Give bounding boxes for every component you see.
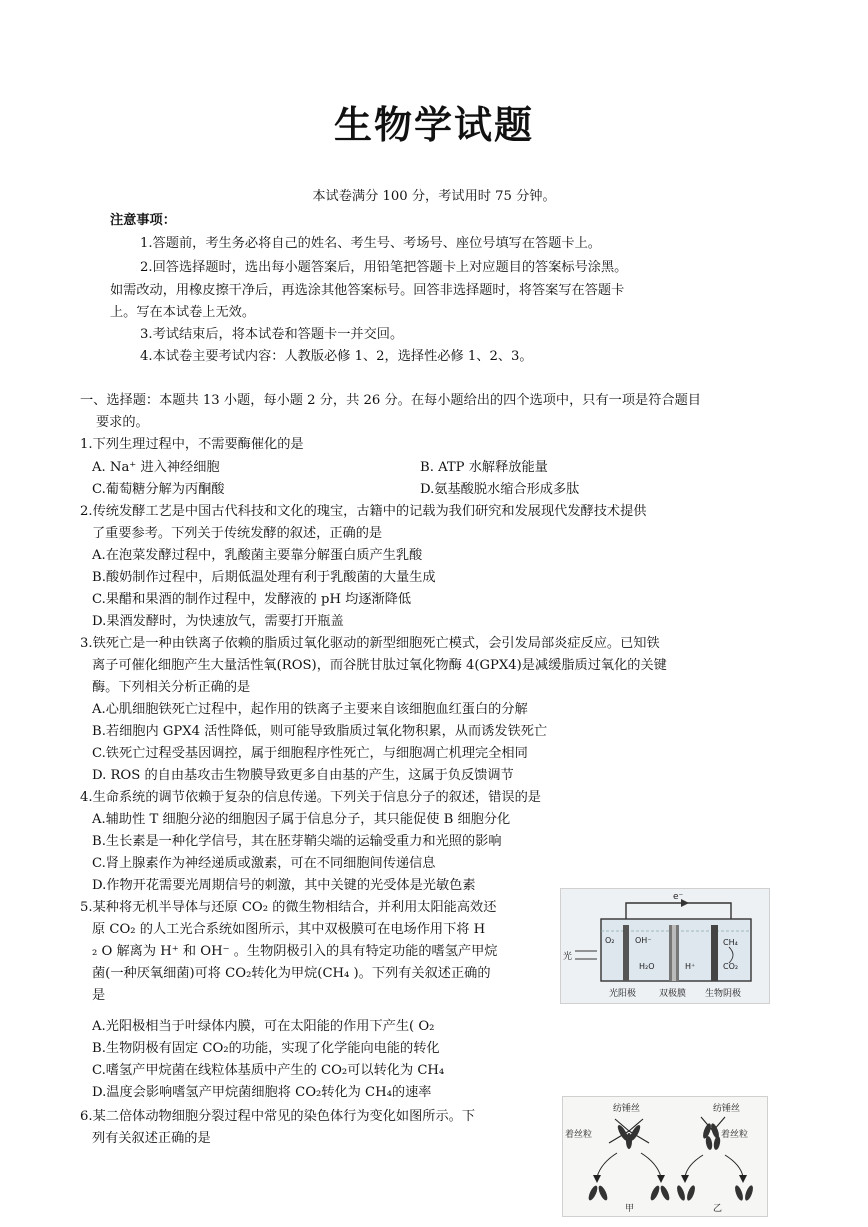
question-4-option-c: C.肾上腺素作为神经递质或激素，可在不同细胞间传递信息 [92,856,436,871]
question-1-option-a: A. Na⁺ 进入神经细胞 [92,460,220,475]
section-heading-cont: 要求的。 [96,415,149,430]
co2-label: CO₂ [723,962,739,971]
label-jia: 甲 [625,1204,635,1214]
question-3-option-b: B.若细胞内 GPX4 活性降低，则可能导致脂质过氧化物积累，从而诱发铁死亡 [92,724,548,739]
artificial-photosynthesis-diagram [561,889,769,1003]
question-5-stem: ₂ O 解离为 H⁺ 和 OH⁻ 。生物阴极引入的具有特定功能的嗜氢产甲烷 [92,944,498,959]
exam-subtitle: 本试卷满分 100 分，考试用时 75 分钟。 [312,189,556,204]
o2-label: O₂ [605,936,615,945]
question-4-option-a: A.辅助性 T 细胞分泌的细胞因子属于信息分子，其只能促使 B 细胞分化 [92,812,511,827]
centromere-label-right: 着丝粒 [721,1130,749,1140]
question-2-option-a: A.在泡菜发酵过程中，乳酸菌主要靠分解蛋白质产生乳酸 [92,548,423,563]
notice-line: 4.本试卷主要考试内容：人教版必修 1、2，选择性必修 1、2、3。 [140,349,533,364]
question-6-figure [562,1096,768,1217]
page-title: 生物学试题 [333,103,534,147]
ch4-label: CH₄ [723,938,738,947]
question-1-stem: 1.下列生理过程中，不需要酶催化的是 [80,437,304,452]
question-5-figure [560,888,770,1004]
electron-label: e⁻ [673,892,684,902]
notice-line: 如需改动，用橡皮擦干净后，再选涂其他答案标号。回答非选择题时，将答案写在答题卡 [110,283,625,298]
question-4-stem: 4.生命系统的调节依赖于复杂的信息传递。下列关于信息分子的叙述，错误的是 [80,790,541,805]
notice-line: 2.回答选择题时，选出每小题答案后，用铅笔把答题卡上对应题目的答案标号涂黑。 [140,260,628,275]
section-heading: 一、选择题：本题共 13 小题，每小题 2 分，共 26 分。在每小题给出的四个选项中，只有一项是符合题目 [80,393,701,408]
question-5-stem: 菌(一种厌氧细菌)可将 CO₂转化为甲烷(CH₄ )。下列有关叙述正确的 [92,966,491,981]
question-5-option-d: D.温度会影响嗜氢产甲烷菌细胞将 CO₂转化为 CH₄的速率 [92,1085,432,1100]
question-6-stem: 列有关叙述正确的是 [92,1131,211,1146]
question-3-option-c: C.铁死亡过程受基因调控，属于细胞程序性死亡，与细胞凋亡机理完全相同 [92,746,528,761]
question-2-option-b: B.酸奶制作过程中，后期低温处理有利于乳酸菌的大量生成 [92,570,436,585]
question-6-stem: 6.某二倍体动物细胞分裂过程中常见的染色体行为变化如图所示。下 [80,1109,476,1124]
oh-label: OH⁻ [635,936,652,945]
question-3-option-d: D. ROS 的自由基攻击生物膜导致更多自由基的产生，这属于负反馈调节 [92,768,514,783]
question-5-stem: 原 CO₂ 的人工光合系统如图所示，其中双极膜可在电场作用下将 H [92,922,486,937]
bipolar-membrane-caption: 双极膜 [659,989,687,999]
question-3-option-a: A.心肌细胞铁死亡过程中，起作用的铁离子主要来自该细胞血红蛋白的分解 [92,702,528,717]
notice-line: 上。写在本试卷上无效。 [110,305,256,320]
question-4-option-d: D.作物开花需要光周期信号的刺激，其中关键的光受体是光敏色素 [92,878,476,893]
h-plus-label: H⁺ [685,962,696,971]
question-5-option-a: A.光阳极相当于叶绿体内膜，可在太阳能的作用下产生( O₂ [92,1019,435,1034]
question-2-stem: 了重要参考。下列关于传统发酵的叙述，正确的是 [92,526,383,541]
spindle-label-right: 纺锤丝 [713,1104,741,1114]
notice-line: 3.考试结束后，将本试卷和答题卡一并交回。 [140,327,404,342]
centromere-label-left: 着丝粒 [565,1130,593,1140]
photoanode-caption: 光阳极 [609,989,637,999]
question-5-stem: 5.某种将无机半导体与还原 CO₂ 的微生物相结合，并利用太阳能高效还 [80,900,497,915]
question-5-option-b: B.生物阴极有固定 CO₂的功能，实现了化学能向电能的转化 [92,1041,440,1056]
question-2-stem: 2.传统发酵工艺是中国古代科技和文化的瑰宝，古籍中的记载为我们研究和发展现代发酵技术提供 [80,504,647,519]
question-3-stem: 离子可催化细胞产生大量活性氧(ROS)，而谷胱甘肽过氧化物酶 4(GPX4)是减缓脂质过氧化的关键 [92,658,667,673]
question-2-option-c: C.果醋和果酒的制作过程中，发酵液的 pH 均逐渐降低 [92,592,412,607]
light-label: 光 [563,952,573,962]
biocathode-caption: 生物阴极 [705,989,742,999]
question-5-stem: 是 [92,988,106,1003]
question-2-option-d: D.果酒发酵时，为快速放气，需要打开瓶盖 [92,614,344,629]
question-1-option-d: D.氨基酸脱水缩合形成多肽 [420,482,580,497]
question-1-option-c: C.葡萄糖分解为丙酮酸 [92,482,225,497]
chromosome-behavior-diagram [563,1097,767,1216]
question-3-stem: 酶。下列相关分析正确的是 [92,680,251,695]
question-1-option-b: B. ATP 水解释放能量 [420,460,548,475]
question-3-stem: 3.铁死亡是一种由铁离子依赖的脂质过氧化驱动的新型细胞死亡模式，会引发局部炎症反应。已知铁 [80,636,660,651]
label-yi: 乙 [713,1204,723,1214]
question-4-option-b: B.生长素是一种化学信号，其在胚芽鞘尖端的运输受重力和光照的影响 [92,834,502,849]
notice-line: 1.答题前，考生务必将自己的姓名、考生号、考场号、座位号填写在答题卡上。 [140,236,601,251]
h2o-label: H₂O [639,962,655,971]
question-5-option-c: C.嗜氢产甲烷菌在线粒体基质中产生的 CO₂可以转化为 CH₄ [92,1063,445,1078]
notice-heading: 注意事项： [110,213,176,228]
spindle-label-left: 纺锤丝 [613,1104,641,1114]
